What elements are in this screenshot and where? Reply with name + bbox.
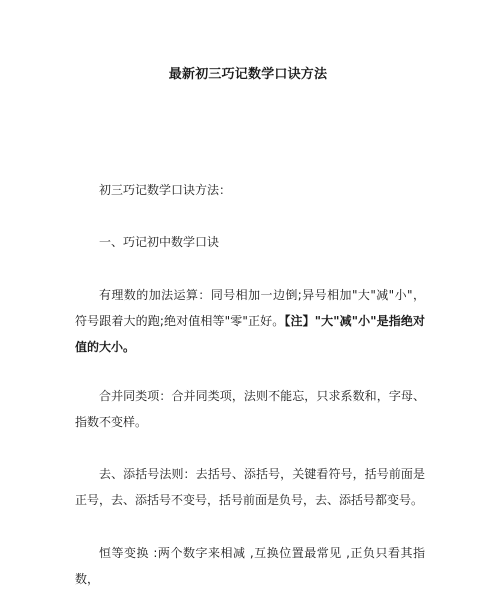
identity-transform-paragraph: 恒等变换 :两个数字来相减 ,互换位置最常见 ,正负只看其指数， — [75, 546, 425, 586]
brackets-rule-paragraph: 去、添括号法则：去括号、添括号，关键看符号，括号前面是正号，去、添括号不变号，括号前面是负号，去、添括号都变号。 — [75, 467, 425, 507]
like-terms-paragraph: 合并同类项：合并同类项，法则不能忘，只求系数和，字母、指数不变样。 — [75, 389, 425, 429]
document-title: 最新初三巧记数学口诀方法 — [168, 67, 328, 82]
intro-paragraph: 初三巧记数学口诀方法： — [99, 183, 232, 197]
addition-rule-note: 【注】"大"减"小"是指绝对值的大小。 — [75, 314, 425, 354]
section-heading: 一、巧记初中数学口诀 — [99, 235, 220, 249]
addition-rule-text: 有理数的加法运算：同号相加一边倒;异号相加"大"减"小"，符号跟着大的跑;绝对值相等"零"正好。 — [75, 288, 425, 328]
addition-rule-paragraph — [75, 282, 425, 360]
